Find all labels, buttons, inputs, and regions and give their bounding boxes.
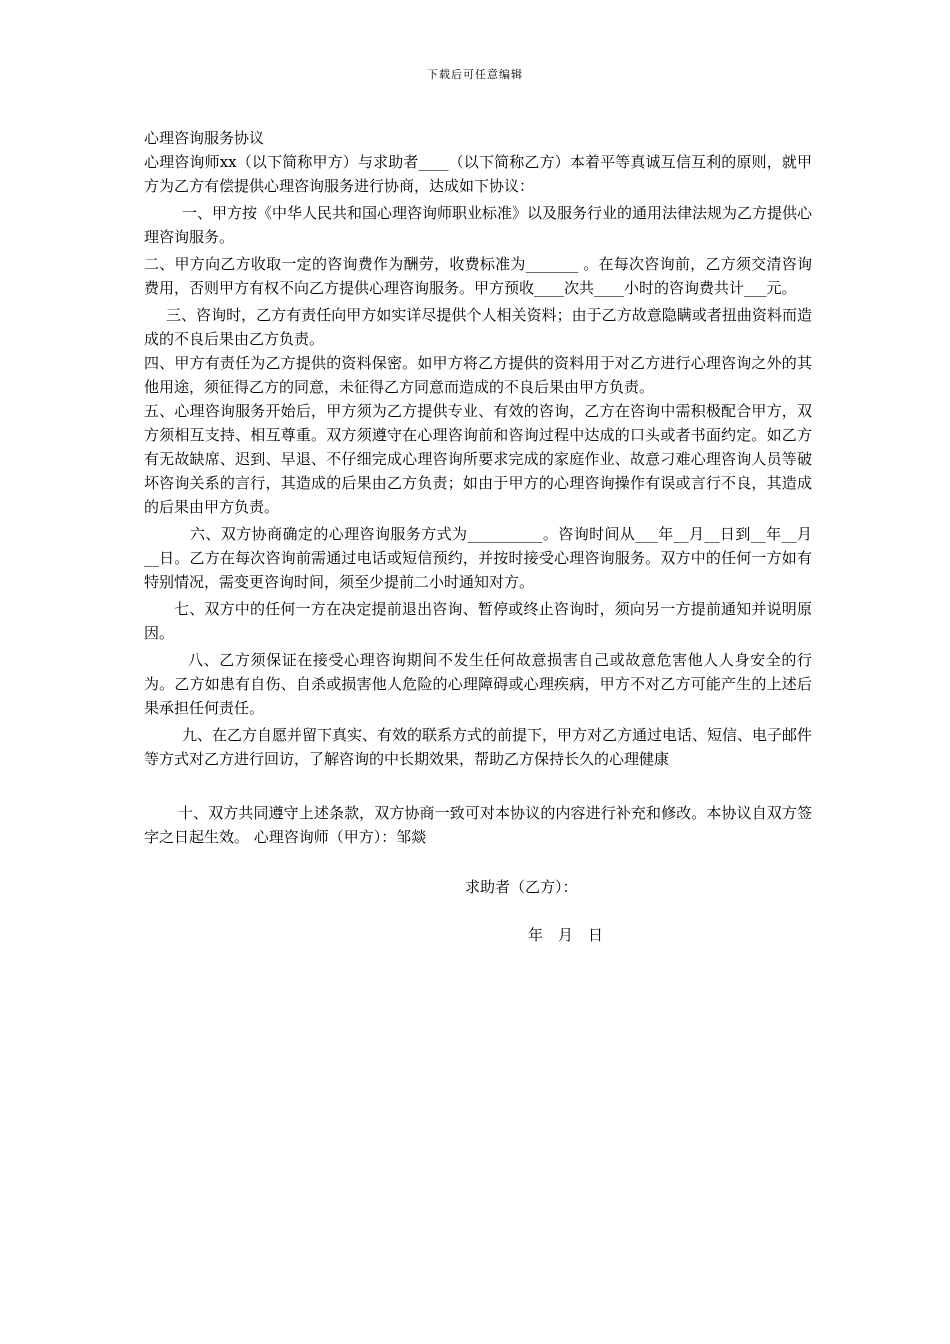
document-title: 心理咨询服务协议 bbox=[144, 129, 265, 147]
clause-6: 六、双方协商确定的心理咨询服务方式为__________。咨询时间从___年__月__日到__年__月__日。乙方在每次咨询前需通过电话或短信预约，并按时接受心理咨询服务。双方中的任何一方如有特别情况，需变更咨询时间，须至少提前二小时通知对方。 bbox=[144, 525, 812, 591]
clause-2: 二、甲方向乙方收取一定的咨询费作为酬劳，收费标准为_______ 。在每次咨询前，乙方须交清咨询费用，否则甲方有权不向乙方提供心理咨询服务。甲方预收____次共____小时的咨询费共计___元。 bbox=[144, 255, 812, 297]
clause-8: 八、乙方须保证在接受心理咨询期间不发生任何故意损害自己或故意危害他人人身安全的行为。乙方如患有自伤、自杀或损害他人危险的心理障碍或心理疾病，甲方不对乙方可能产生的上述后果承担任何责任。 bbox=[144, 651, 812, 717]
clause-10: 十、双方共同遵守上述条款，双方协商一致可对本协议的内容进行补充和修改。本协议自双方签字之日起生效。 心理咨询师（甲方）：邹燚 bbox=[144, 804, 812, 846]
clause-5: 五、心理咨询服务开始后，甲方须为乙方提供专业、有效的咨询，乙方在咨询中需积极配合甲方，双方须相互支持、相互尊重。双方须遵守在心理咨询前和咨询过程中达成的口头或者书面约定。如乙方有无故缺席、迟到、早退、不仔细完成心理咨询所要求完成的家庭作业、故意刁难心理咨询人员等破坏咨询关系的言行，其造成的后果由乙方负责；如由于甲方的心理咨询操作有误或言行不良，其造成的后果由甲方负责。 bbox=[144, 402, 812, 516]
intro-paragraph: 心理咨询师xx（以下简称甲方）与求助者____（以下简称乙方）本着平等真诚互信互利的原则，就甲方为乙方有偿提供心理咨询服务进行协商，达成如下协议： bbox=[144, 153, 812, 195]
clause-9: 九、在乙方自愿并留下真实、有效的联系方式的前提下，甲方对乙方通过电话、短信、电子邮件等方式对乙方进行回访，了解咨询的中长期效果，帮助乙方保持长久的心理健康 bbox=[144, 726, 813, 768]
clause-3: 三、咨询时，乙方有责任向甲方如实详尽提供个人相关资料；由于乙方故意隐瞒或者扭曲资料而造成的不良后果由乙方负责。 bbox=[144, 306, 812, 348]
header-note: 下载后可任意编辑 bbox=[427, 68, 523, 81]
clause-4: 四、甲方有责任为乙方提供的资料保密。如甲方将乙方提供的资料用于对乙方进行心理咨询之外的其他用途，须征得乙方的同意，未征得乙方同意而造成的不良后果由甲方负责。 bbox=[144, 354, 812, 396]
date-line: 年 月 日 bbox=[528, 926, 604, 944]
party-b-signature-line: 求助者（乙方）： bbox=[465, 878, 578, 896]
clause-7: 七、双方中的任何一方在决定提前退出咨询、暂停或终止咨询时，须向另一方提前通知并说明原因。 bbox=[144, 600, 812, 642]
agreement-body bbox=[144, 126, 812, 849]
clause-1: 一、甲方按《中华人民共和国心理咨询师职业标准》以及服务行业的通用法律法规为乙方提供心理咨询服务。 bbox=[144, 204, 813, 246]
